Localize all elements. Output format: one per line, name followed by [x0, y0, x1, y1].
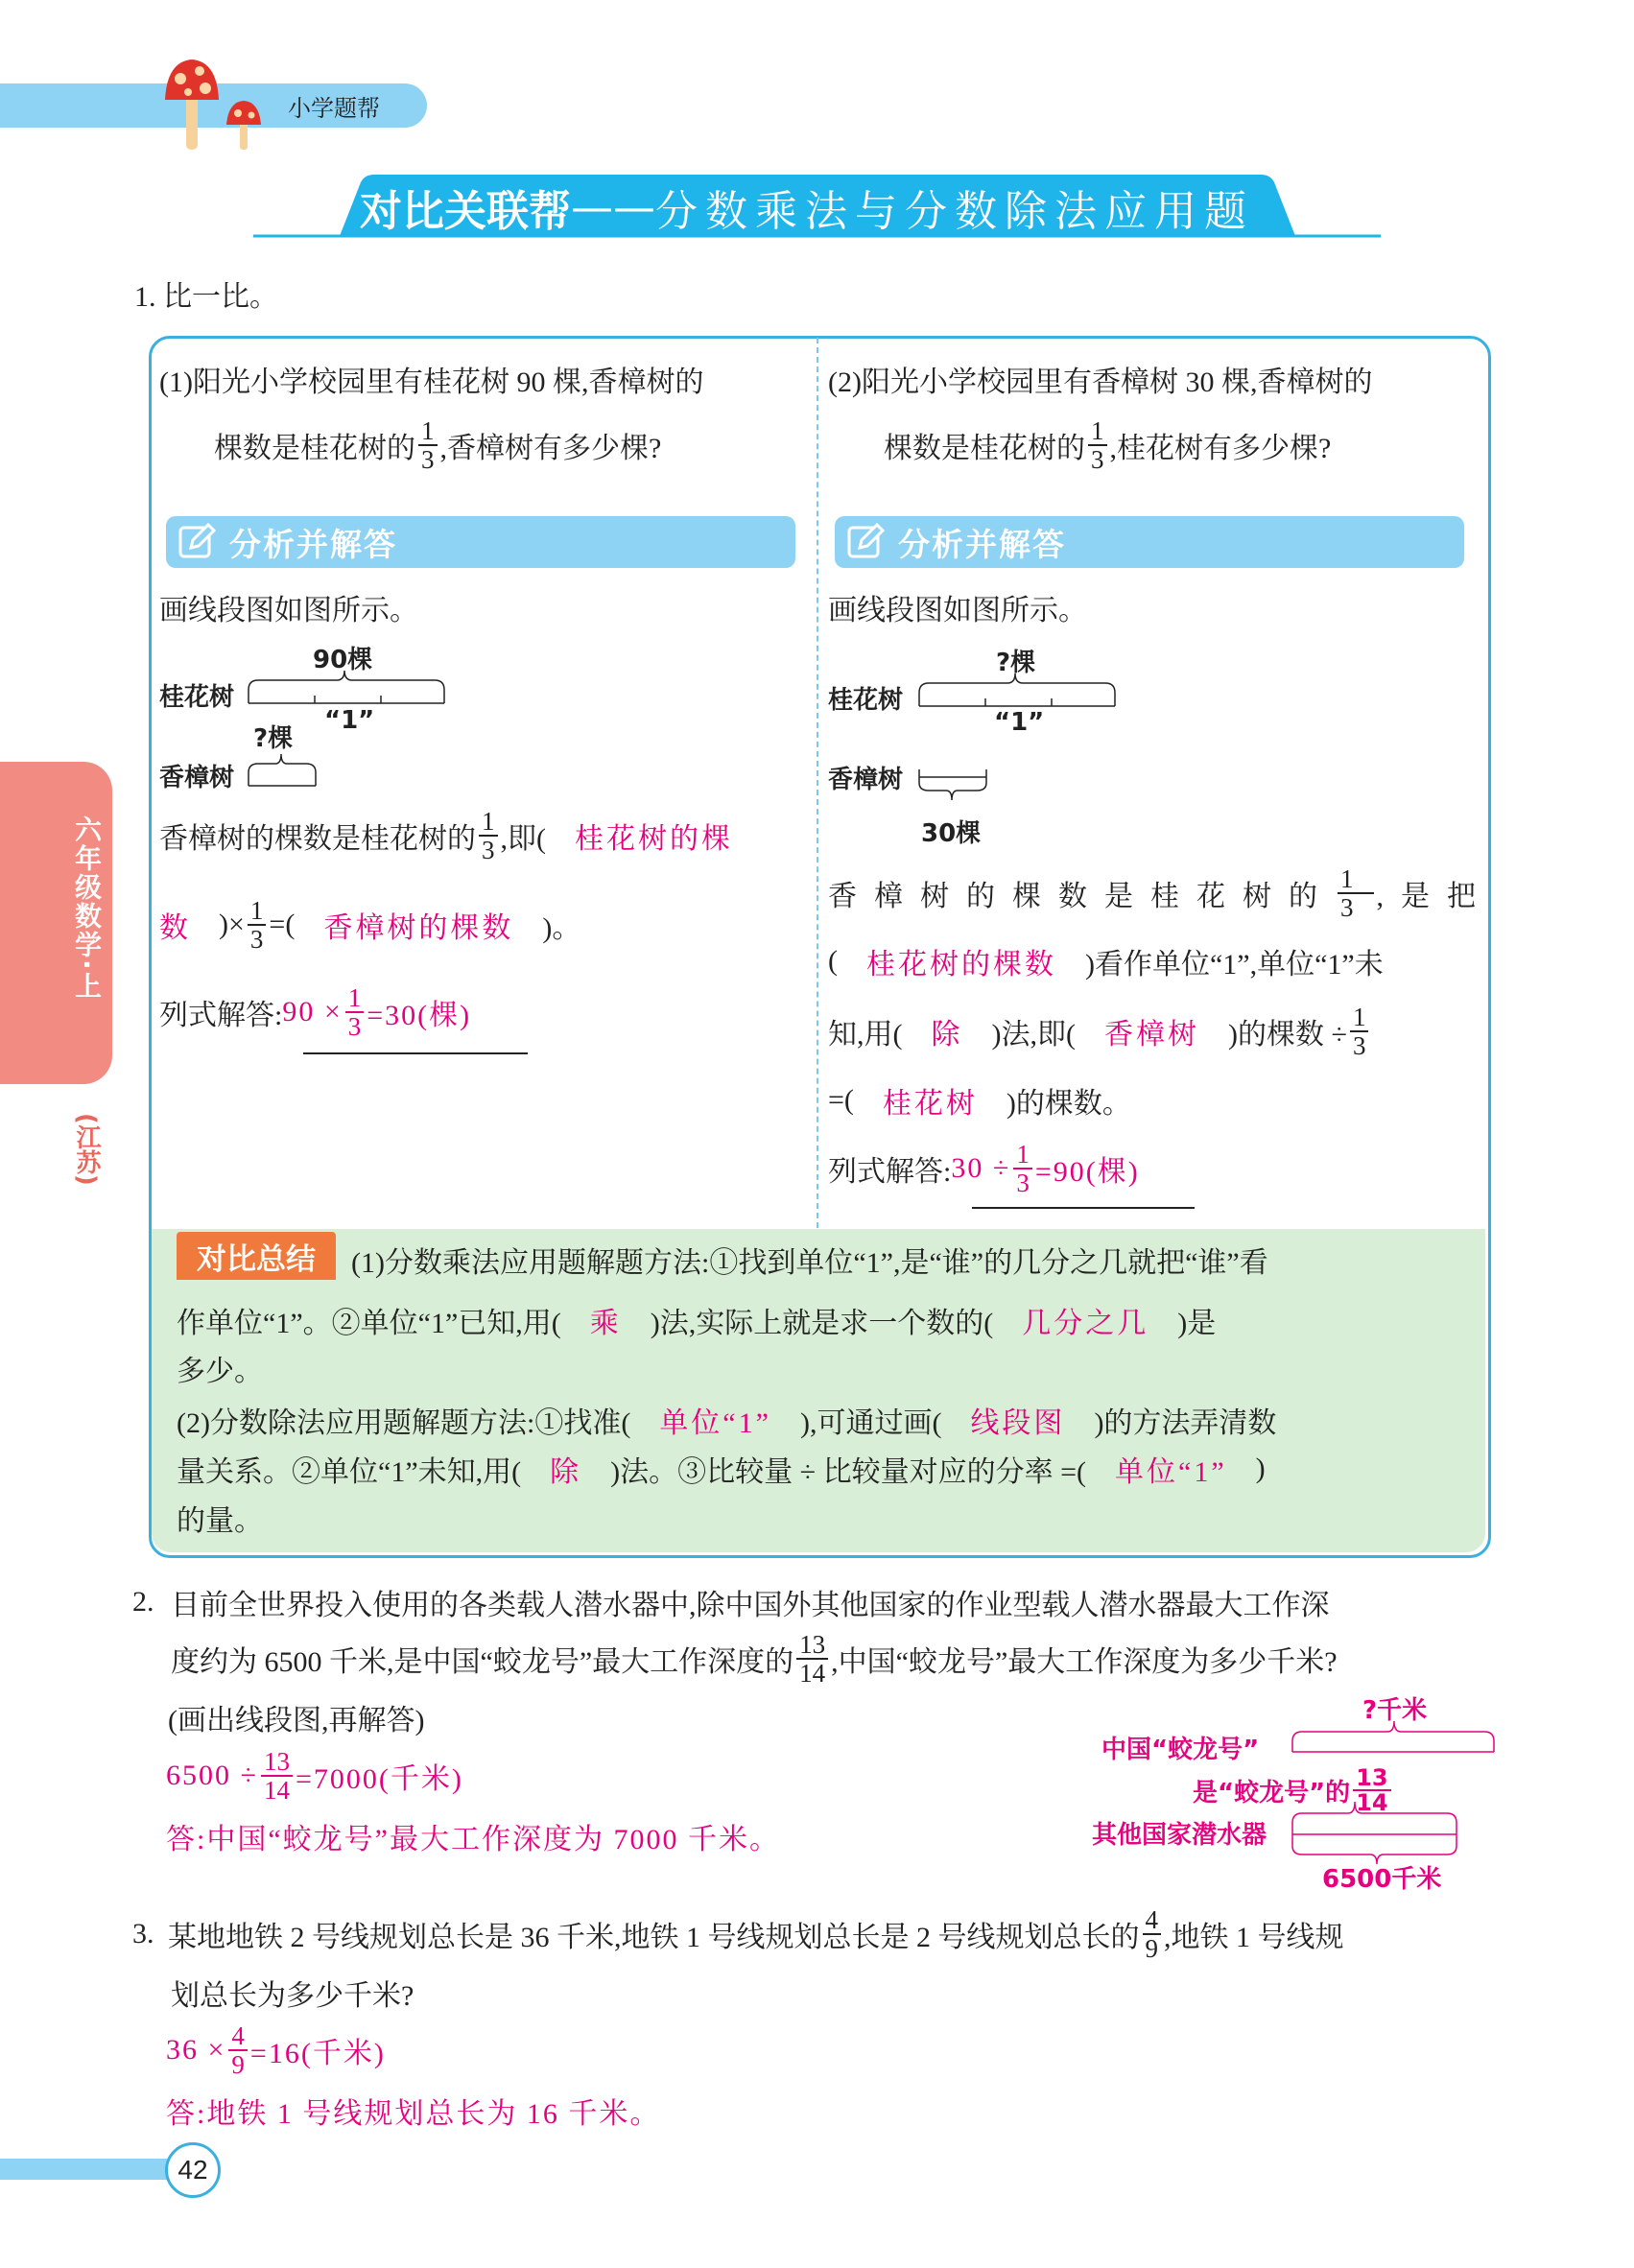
q2-line — [171, 1628, 1338, 1689]
text-run: 目前全世界投入使用的各类载人潜水器中,除中国外其他国家的作业型载人潜水器最大工作深 — [171, 1590, 1330, 1621]
side-tab-region: (江苏) — [72, 1113, 101, 1186]
fraction-denominator: 3 — [1016, 1169, 1030, 1197]
fraction — [248, 897, 267, 953]
fraction-denominator: 3 — [1091, 445, 1104, 474]
text-run: )法,即( — [991, 1019, 1076, 1051]
section-title: 分析并解答 — [898, 525, 1066, 563]
q2-line — [168, 1687, 424, 1748]
left-segment-diagram — [245, 667, 456, 796]
answer-text: =90(棵) — [1034, 1156, 1140, 1188]
answer-text: 线段图 — [970, 1407, 1066, 1439]
q2-answer — [166, 1806, 780, 1867]
answer-text: 桂花树的棵数 — [866, 949, 1056, 980]
text-run: (2)分数除法应用题解题方法:①找准( — [177, 1407, 631, 1439]
answer-text: 30 ÷ — [951, 1152, 1011, 1184]
fraction — [1013, 1141, 1032, 1196]
fraction-numerator: 13 — [1353, 1766, 1390, 1791]
answer-text: 单位“1” — [1115, 1456, 1227, 1488]
text-run: 度约为 6500 千米,是中国“蛟龙号”最大工作深度的 — [171, 1646, 794, 1678]
text-run: 列式解答: — [159, 1000, 283, 1031]
text-run: ,桂花树有多少棵? — [1109, 433, 1332, 464]
fraction-denominator: 9 — [1145, 1934, 1158, 1963]
text-run: (1)分数乘法应用题解题方法:①找到单位“1”,是“谁”的几分之几就把“谁”看 — [351, 1247, 1268, 1279]
text-run: ( — [828, 945, 838, 977]
answer-text: 答:中国“蛟龙号”最大工作深度为 7000 千米。 — [166, 1824, 780, 1855]
fraction — [261, 1748, 293, 1804]
right-row2-label: 香樟树 — [828, 766, 904, 794]
q2-number: 2. — [132, 1586, 154, 1618]
text-run: )法,实际上就是求一个数的( — [650, 1308, 994, 1339]
title-main: 对比关联帮 — [360, 187, 571, 236]
answer-text: 香樟树 — [1103, 1019, 1199, 1051]
answer-text: 桂花树 — [882, 1088, 978, 1120]
summary-label: 对比总结 — [177, 1232, 336, 1280]
page-number: 42 — [165, 2142, 221, 2198]
q3-line — [168, 1903, 1344, 1965]
text-run: )法。③比较量 ÷ 比较量对应的分率 =( — [610, 1456, 1086, 1488]
fraction-numerator: 1 — [345, 984, 365, 1013]
right-diagram-intro: 画线段图如图所示。 — [828, 595, 1087, 626]
fraction — [345, 984, 365, 1040]
right-answer-underline — [972, 1207, 1195, 1209]
left-solution — [159, 981, 471, 1043]
answer-text: 乘 — [589, 1308, 622, 1339]
fraction — [479, 808, 498, 863]
right-problem-line — [884, 414, 1331, 476]
answer-text: 6500 ÷ — [166, 1760, 258, 1791]
right-analysis-line — [828, 931, 1384, 992]
side-tab-grade: 六年级数学·上 — [71, 815, 103, 1001]
q2-diagram-bottom: 6500千米 — [1322, 1865, 1442, 1894]
q2-line — [171, 1571, 1330, 1633]
pencil-note-icon — [176, 521, 218, 563]
text-run: 某地地铁 2 号线规划总长是 36 千米,地铁 1 号线规划总长是 2 号线规划总长的 — [168, 1922, 1140, 1953]
page-title — [360, 180, 1254, 234]
fraction — [228, 2022, 248, 2078]
footer-band — [0, 2159, 173, 2180]
fraction-denominator: 3 — [1352, 1031, 1366, 1060]
right-analysis-line — [828, 1001, 1371, 1062]
q2-diagram-row2: 其他国家潜水器 — [1092, 1821, 1267, 1850]
fraction-denominator: 14 — [263, 1776, 290, 1805]
text-run: 的量。 — [177, 1505, 263, 1537]
text-run: )的棵数 ÷ — [1227, 1019, 1347, 1051]
summary-line — [177, 1438, 1266, 1500]
right-solution — [828, 1138, 1140, 1199]
right-segment-diagram — [915, 670, 1126, 814]
left-diagram-intro: 画线段图如图所示。 — [159, 595, 418, 626]
fraction-numerator: 4 — [228, 2022, 248, 2051]
q3-answer — [166, 2020, 386, 2081]
left-row1-bottom: “1” — [324, 706, 375, 735]
right-analysis-line — [828, 1070, 1131, 1131]
fraction-numerator: 1 — [479, 808, 498, 837]
text-run: ),可通过画( — [799, 1407, 942, 1439]
summary-line — [351, 1229, 1268, 1290]
q2-diagram-row1: 中国“蛟龙号” — [1101, 1736, 1260, 1764]
text-run: (2)阳光小学校园里有香樟树 30 棵,香樟树的 — [828, 366, 1373, 398]
text-run: (1)阳光小学校园里有桂花树 90 棵,香樟树的 — [159, 366, 704, 398]
text-run: 作单位“1”。②单位“1”已知,用( — [177, 1308, 561, 1339]
left-problem-line — [214, 414, 661, 476]
left-row1-label: 桂花树 — [159, 683, 235, 712]
text-run: (画出线段图,再解答) — [168, 1705, 425, 1736]
text-run: ,是把 — [1376, 881, 1493, 912]
fraction-numerator: 1 — [1013, 1141, 1032, 1169]
fraction-numerator: 1 — [1088, 417, 1107, 446]
left-analysis-line — [159, 805, 762, 866]
section-title: 分析并解答 — [229, 525, 397, 563]
summary-line — [177, 1487, 263, 1548]
fraction-denominator: 3 — [1340, 893, 1371, 922]
fraction — [1350, 1004, 1369, 1059]
text-run: 多少。 — [177, 1356, 263, 1387]
right-analysis-line — [828, 862, 1493, 924]
text-run: 香樟树的棵数是桂花树的 — [828, 881, 1335, 912]
right-row1-label: 桂花树 — [828, 686, 904, 715]
fraction-denominator: 3 — [347, 1012, 362, 1041]
text-run: 列式解答: — [828, 1156, 952, 1188]
fraction-denominator: 9 — [231, 2050, 245, 2079]
text-run: ,中国“蛟龙号”最大工作深度为多少千米? — [831, 1646, 1338, 1678]
brand-label: 小学题帮 — [288, 95, 380, 122]
fraction-numerator: 1 — [418, 417, 438, 446]
fraction — [796, 1631, 828, 1687]
text-run: 量关系。②单位“1”未知,用( — [177, 1456, 522, 1488]
right-row2-bottom: 30棵 — [921, 819, 982, 848]
text-run: )是 — [1177, 1308, 1217, 1339]
text-run: 棵数是桂花树的 — [214, 433, 415, 464]
text-run: )看作单位“1”,单位“1”未 — [1085, 949, 1384, 980]
q2-diagram-top: ?千米 — [1362, 1696, 1428, 1725]
fraction-numerator: 1 — [1350, 1004, 1369, 1032]
title-sub: 分数乘法与分数除法应用题 — [655, 187, 1254, 236]
q2-answer — [166, 1745, 463, 1807]
right-problem-line — [828, 348, 1372, 410]
right-section-header — [835, 516, 1464, 568]
text-run: ,地铁 1 号线规 — [1164, 1922, 1344, 1953]
answer-text: 数 — [159, 912, 190, 944]
text-run: )的棵数。 — [1006, 1088, 1131, 1120]
left-section-header — [166, 516, 795, 568]
summary-line — [177, 1289, 1216, 1351]
answer-text: 单位“1” — [659, 1407, 771, 1439]
right-row1-bottom: “1” — [994, 708, 1045, 737]
fraction-numerator: 4 — [1143, 1906, 1162, 1935]
left-analysis-line — [159, 894, 580, 956]
fraction-denominator: 3 — [482, 836, 495, 864]
text-run: )的方法弄清数 — [1094, 1407, 1277, 1439]
left-problem-line — [159, 348, 703, 410]
text-run: ,即( — [500, 823, 546, 855]
column-divider — [817, 338, 818, 1228]
fraction-numerator: 13 — [261, 1748, 293, 1777]
text-run: =( — [828, 1084, 854, 1116]
left-row2-top: ?棵 — [253, 724, 294, 753]
fraction-numerator: 13 — [796, 1631, 828, 1660]
q3-line — [171, 1962, 414, 2023]
answer-text: 几分之几 — [1022, 1308, 1149, 1339]
relation-text: 是“蛟龙号”的 — [1193, 1778, 1351, 1807]
right-row1-top: ?棵 — [996, 649, 1036, 677]
fraction — [1088, 417, 1107, 473]
q3-answer — [166, 2080, 660, 2141]
fraction-denominator: 14 — [1356, 1789, 1388, 1816]
q1-label: 1. 比一比。 — [134, 281, 278, 313]
left-answer-underline — [303, 1052, 528, 1054]
answer-text: =30(棵) — [367, 1000, 472, 1031]
answer-text: 答:地铁 1 号线规划总长为 16 千米。 — [166, 2098, 661, 2130]
answer-text: 除 — [550, 1456, 582, 1488]
answer-text: =7000(千米) — [295, 1763, 463, 1795]
pencil-note-icon — [844, 521, 887, 563]
text-run: )。 — [542, 912, 581, 944]
answer-text: 90 × — [282, 996, 343, 1028]
left-row1-top: 90棵 — [313, 646, 373, 674]
mushroom-logo-icon — [163, 58, 278, 154]
fraction — [1338, 865, 1374, 921]
left-row2-label: 香樟树 — [159, 764, 235, 792]
fraction — [418, 417, 438, 473]
fraction-numerator: 1 — [248, 897, 267, 926]
answer-text: 除 — [931, 1019, 963, 1051]
text-run: 香樟树的棵数是桂花树的 — [159, 823, 476, 855]
text-run: )× — [190, 909, 245, 940]
fraction-numerator: 1 — [1338, 865, 1374, 894]
text-run: 棵数是桂花树的 — [884, 433, 1085, 464]
answer-text: 香樟树的棵数 — [323, 912, 514, 944]
q2-segment-diagram — [1286, 1717, 1502, 1871]
fraction — [1143, 1906, 1162, 1962]
text-run: =( — [269, 909, 296, 940]
fraction-denominator: 14 — [799, 1659, 826, 1688]
text-run: ,香樟树有多少棵? — [439, 433, 662, 464]
answer-text: 桂花树的棵 — [575, 823, 733, 855]
text-run: 划总长为多少千米? — [171, 1980, 414, 2012]
text-run: ) — [1255, 1453, 1266, 1484]
q3-number: 3. — [132, 1918, 154, 1949]
fraction-denominator: 3 — [249, 925, 264, 954]
title-dash: —— — [571, 182, 655, 232]
fraction-denominator: 3 — [421, 445, 435, 474]
answer-text: 36 × — [166, 2034, 226, 2066]
text-run: 知,用( — [828, 1019, 903, 1051]
answer-text: =16(千米) — [249, 2038, 386, 2069]
